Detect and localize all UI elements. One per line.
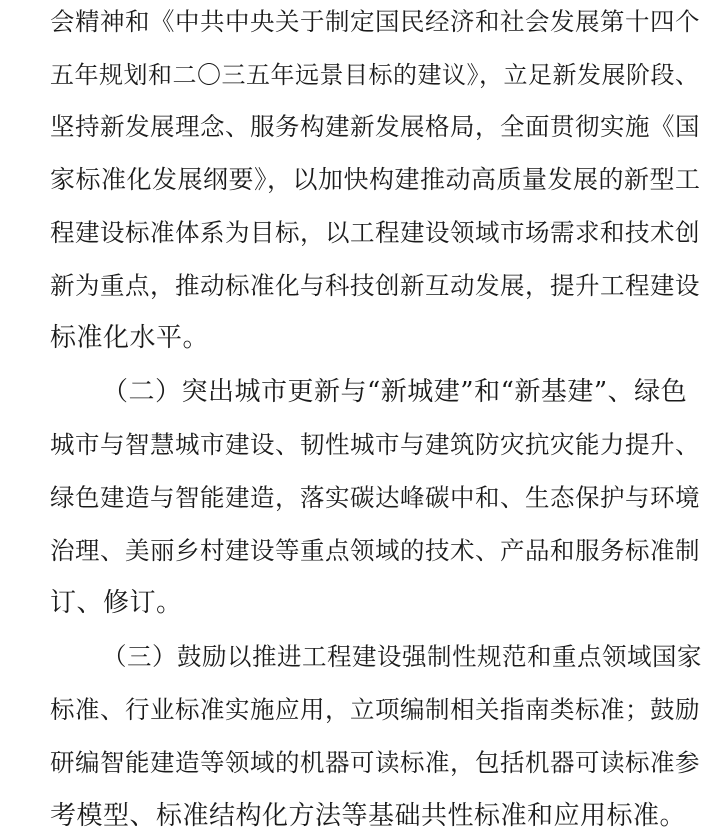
text-line: 五年规划和二〇三五年远景目标的建议》，立足新发展阶段、	[50, 60, 700, 89]
text-line: 绿色建造与智能建造，落实碳达峰碳中和、生态保护与环境	[50, 482, 700, 512]
text-line: 标准、行业标准实施应用，立项编制相关指南类标准；鼓励	[50, 695, 700, 725]
text-line: 治理、美丽乡村建设等重点领域的技术、产品和服务标准制	[50, 535, 700, 565]
text-line: 家标准化发展纲要》，以加快构建推动高质量发展的新型工	[50, 165, 701, 195]
text-line: 新为重点，推动标准化与科技创新互动发展，提升工程建设	[50, 270, 700, 300]
text-line: 研编智能建造等领域的机器可读标准，包括机器可读标准参	[50, 747, 700, 777]
text-line: （三）鼓励以推进工程建设强制性规范和重点领域国家	[102, 642, 702, 672]
text-line: 程建设标准体系为目标，以工程建设领域市场需求和技术创	[50, 217, 700, 247]
text-line: 订、修订。	[50, 588, 183, 619]
text-line: （二）突出城市更新与“新城建”和“新基建”、绿色	[102, 377, 688, 408]
text-line: 坚持新发展理念、服务构建新发展格局，全面贯彻实施《国	[50, 112, 700, 142]
text-line: 标准化水平。	[50, 323, 210, 354]
text-line: 考模型、标准结构化方法等基础共性标准和应用标准。	[50, 800, 687, 831]
text-line: 会精神和《中共中央关于制定国民经济和社会发展第十四个	[50, 7, 700, 36]
text-line: 城市与智慧城市建设、韧性城市与建筑防灾抗灾能力提升、	[50, 430, 700, 460]
